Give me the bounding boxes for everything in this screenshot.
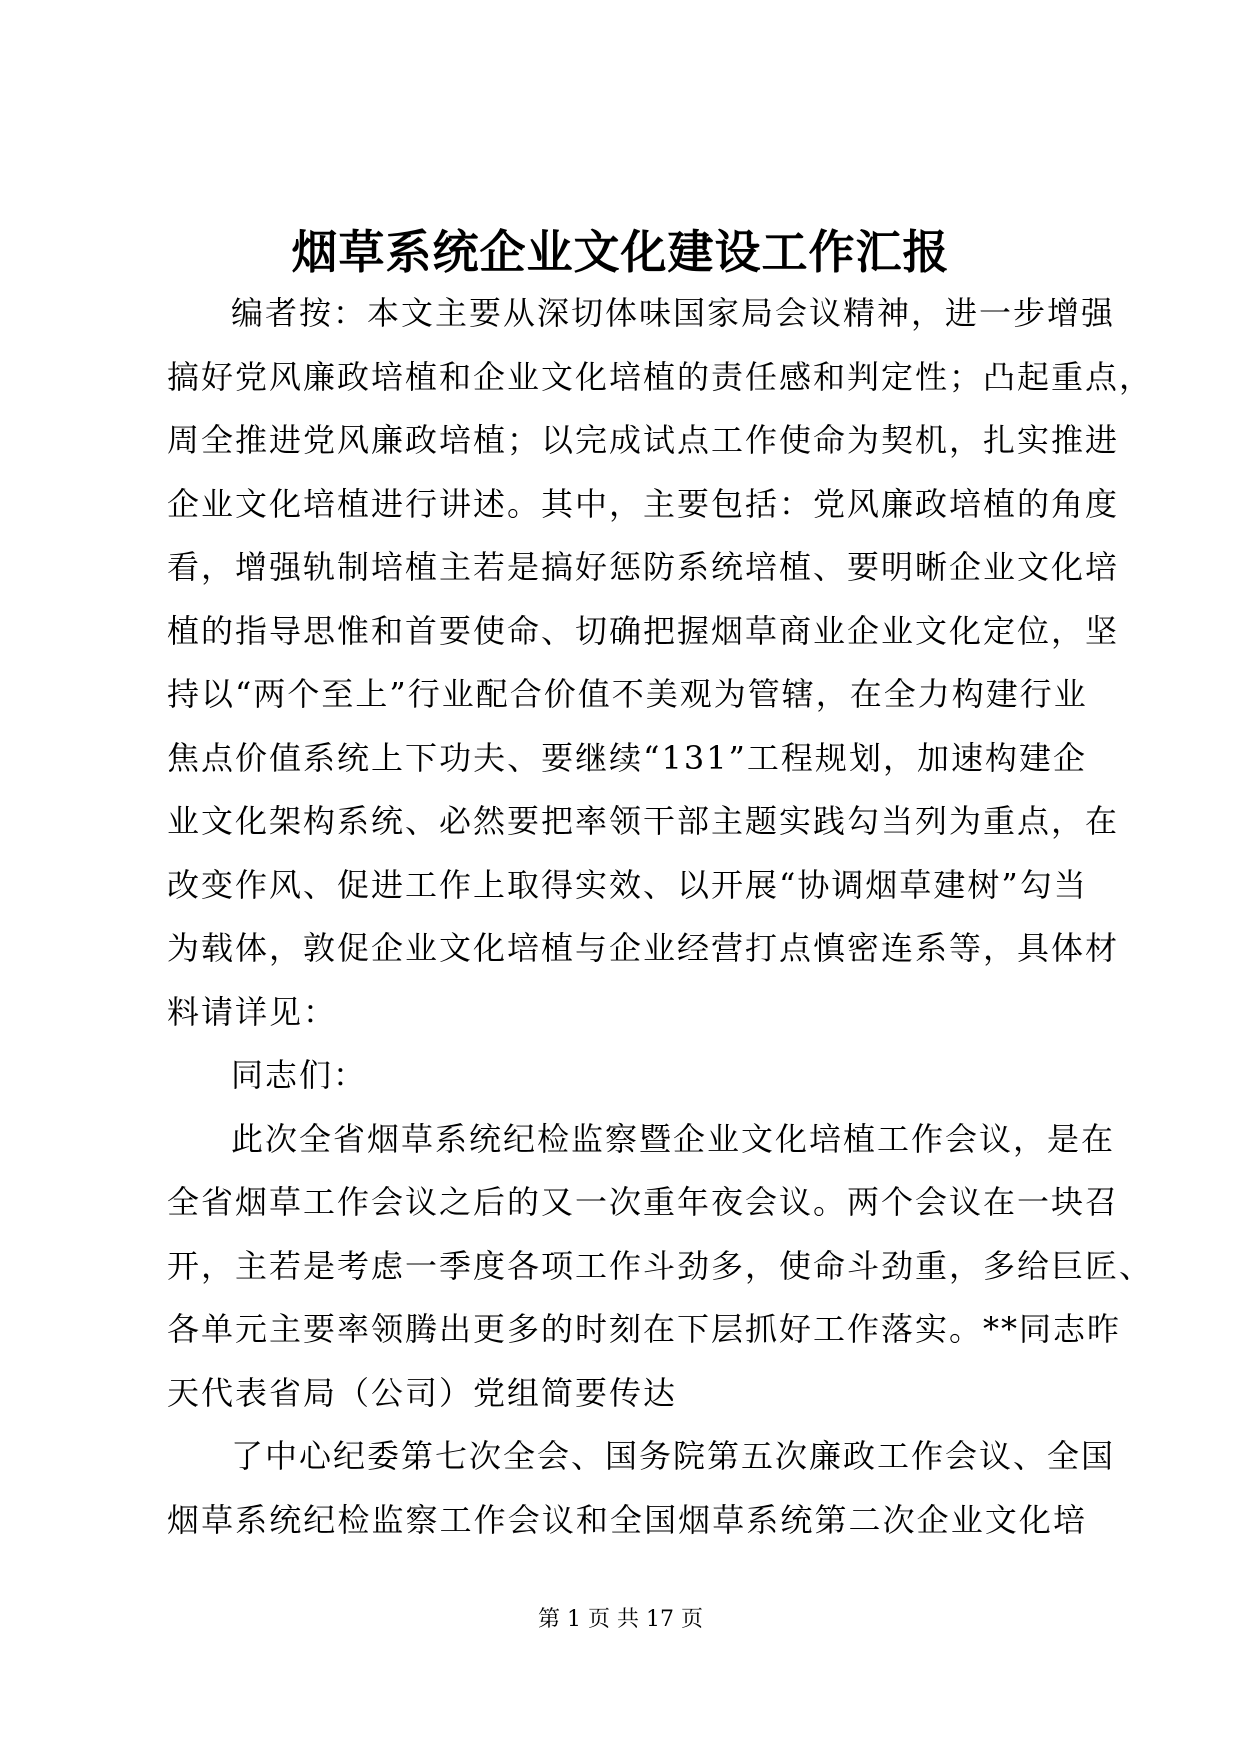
text-line: 同志们： [231, 1056, 368, 1094]
text-line: 烟草系统纪检监察工作会议和全国烟草系统第二次企业文化培 [167, 1500, 1087, 1539]
text-line: 料请详见： [167, 992, 338, 1031]
text-line: 看，增强轨制培植主若是搞好惩防系统培植、要明晰企业文化培 [167, 548, 1120, 586]
text-line: 业文化架构系统、必然要把率领干部主题实践勾当列为重点，在 [167, 802, 1120, 840]
text-line: 开，主若是考虑一季度各项工作斗劲多，使命斗劲重，多给巨匠、 [167, 1246, 1154, 1285]
text-line: 天代表省局（公司）党组简要传达 [167, 1373, 678, 1412]
text-line: 为载体，敦促企业文化培植与企业经营打点慎密连系等，具体材 [167, 929, 1120, 967]
text-line: 了中心纪委第七次全会、国务院第五次廉政工作会议、全国 [231, 1437, 1116, 1475]
text-line: 各单元主要率领腾出更多的时刻在下层抓好工作落实。**同志昨 [167, 1310, 1122, 1348]
document-title: 烟草系统企业文化建设工作汇报 [291, 225, 950, 279]
text-line: 搞好党风廉政培植和企业文化培植的责任感和判定性；凸起重点， [167, 357, 1154, 396]
text-line: 全省烟草工作会议之后的又一次重年夜会议。两个会议在一块召 [167, 1183, 1120, 1221]
text-line: 持以“两个至上”行业配合价值不美观为管辖，在全力构建行业 [167, 675, 1088, 713]
text-line: 周全推进党风廉政培植；以完成试点工作使命为契机，扎实推进 [167, 421, 1120, 459]
document-body [167, 282, 1154, 1552]
text-line: 编者按：本文主要从深切体味国家局会议精神，进一步增强 [231, 294, 1116, 332]
text-line: 此次全省烟草系统纪检监察暨企业文化培植工作会议，是在 [231, 1119, 1116, 1158]
page-footer: 第 1 页 共 17 页 [538, 1607, 703, 1632]
text-line: 植的指导思惟和首要使命、切确把握烟草商业企业文化定位，坚 [167, 611, 1120, 650]
text-line: 企业文化培植进行讲述。其中，主要包括：党风廉政培植的角度 [167, 484, 1120, 523]
text-line: 改变作风、促进工作上取得实效、以开展“协调烟草建树”勾当 [167, 865, 1088, 904]
text-line: 焦点价值系统上下功夫、要继续“131”工程规划，加速构建企 [167, 738, 1087, 777]
